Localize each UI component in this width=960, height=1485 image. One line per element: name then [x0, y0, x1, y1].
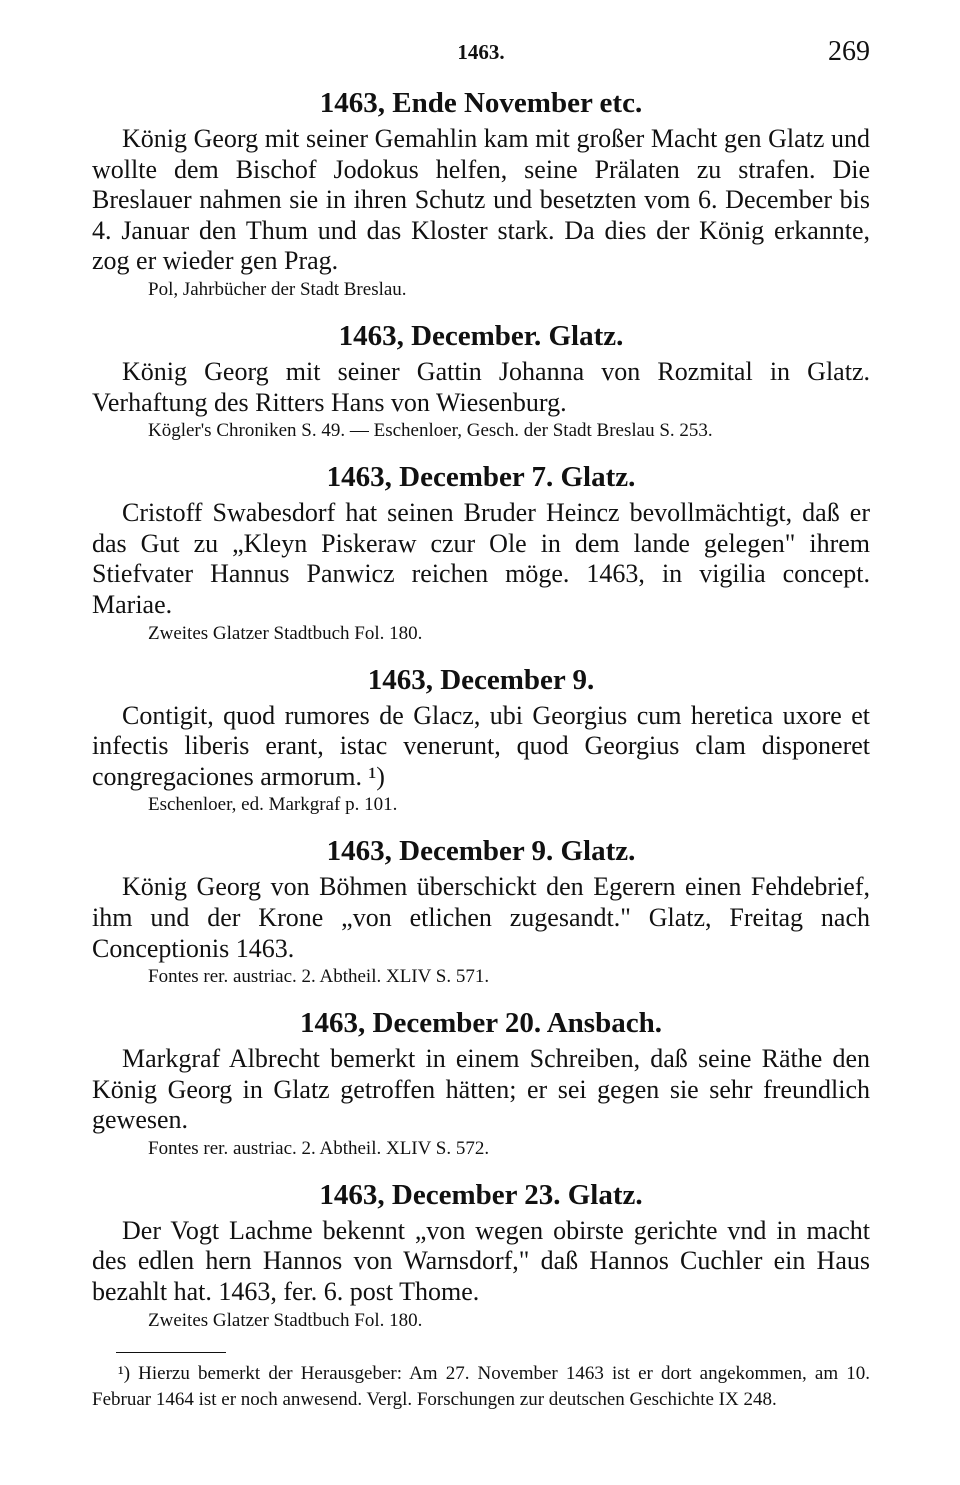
entry-text: Der Vogt Lachme bekennt „von wegen obirste gerichte vnd in macht des edlen hern Hannos von Warnsdorf," daß Hannos Cuchler ein Haus bezahlt hat. 1463, fer. 6. post Thome.: [92, 1215, 870, 1307]
entry-text: Markgraf Albrecht bemerkt in einem Schreiben, daß seine Räthe den König Georg in Glatz getroffen hätten; er sei gegen sie sehr freundlich gewesen.: [92, 1044, 870, 1135]
entry-source: Kögler's Chroniken S. 49. — Eschenloer, Gesch. der Stadt Breslau S. 253.: [148, 420, 713, 442]
entry-2: [92, 317, 870, 444]
entry-source: Fontes rer. austriac. 2. Abtheil. XLIV S. 572.: [148, 1137, 490, 1159]
entry-heading: 1463, December 23. Glatz.: [319, 1178, 643, 1211]
entry-3: [92, 458, 870, 646]
footnote-divider: [116, 1352, 226, 1353]
entry-source: Fontes rer. austriac. 2. Abtheil. XLIV S. 571.: [148, 966, 490, 988]
entry-1: [92, 84, 870, 303]
entry-6: [92, 1004, 870, 1162]
page-number: 269: [828, 36, 870, 67]
entry-text: König Georg mit seiner Gattin Johanna von Rozmital in Glatz. Verhaftung des Ritters Hans von Wiesenburg.: [92, 356, 870, 417]
footnote: ¹) Hierzu bemerkt der Herausgeber: Am 27. November 1463 ist er dort angekommen, am 10. Februar 1464 ist er noch anwesend. Vergl. Forschungen zur deutschen Geschichte IX 248.: [92, 1362, 870, 1410]
entry-7: [92, 1176, 870, 1334]
entry-heading: 1463, December 9. Glatz.: [326, 835, 636, 868]
entry-source: Zweites Glatzer Stadtbuch Fol. 180.: [148, 622, 423, 644]
entry-source: Zweites Glatzer Stadtbuch Fol. 180.: [148, 1309, 423, 1331]
entry-text: Contigit, quod rumores de Glacz, ubi Georgius cum heretica uxore et infectis liberis erant, istac venerunt, quod Georgius clam disponeret congregaciones armorum. ¹): [92, 700, 870, 791]
entry-heading: 1463, December 20. Ansbach.: [300, 1007, 662, 1040]
entry-heading: 1463, December. Glatz.: [338, 319, 624, 352]
entry-source: Eschenloer, ed. Markgraf p. 101.: [148, 794, 398, 816]
entry-heading: 1463, Ende November etc.: [319, 87, 643, 119]
running-head: [92, 36, 870, 70]
entry-text: Cristoff Swabesdorf hat seinen Bruder Heincz bevollmächtigt, daß er das Gut zu „Kleyn Piskeraw czur Ole in dem lande gelegen" ihrem Stiefvater Hannus Panwicz reichen möge. 1463, in vigilia concept. Mariae.: [92, 498, 870, 619]
entry-text: König Georg mit seiner Gemahlin kam mit großer Macht gen Glatz und wollte dem Bischof Jodokus helfen, seine Prälaten zu strafen. Die Breslauer nahmen sie in ihren Schutz und besetzten vom 6. December bis 4. Januar den Thum und das Kloster stark. Da dies der König erkannte, zog er wieder gen Prag.: [92, 124, 870, 276]
entry-4: [92, 661, 870, 819]
entry-heading: 1463, December 9.: [367, 663, 595, 696]
entry-text: König Georg von Böhmen überschickt den Egerern einen Fehdebrief, ihm und der Krone „von etlichen zugesandt." Glatz, Freitag nach Conceptionis 1463.: [92, 872, 870, 963]
entry-source: Pol, Jahrbücher der Stadt Breslau.: [148, 278, 407, 300]
book-page: [92, 36, 870, 1413]
entry-5: [92, 832, 870, 990]
running-head-year: 1463.: [457, 40, 505, 64]
entry-heading: 1463, December 7. Glatz.: [326, 461, 636, 494]
